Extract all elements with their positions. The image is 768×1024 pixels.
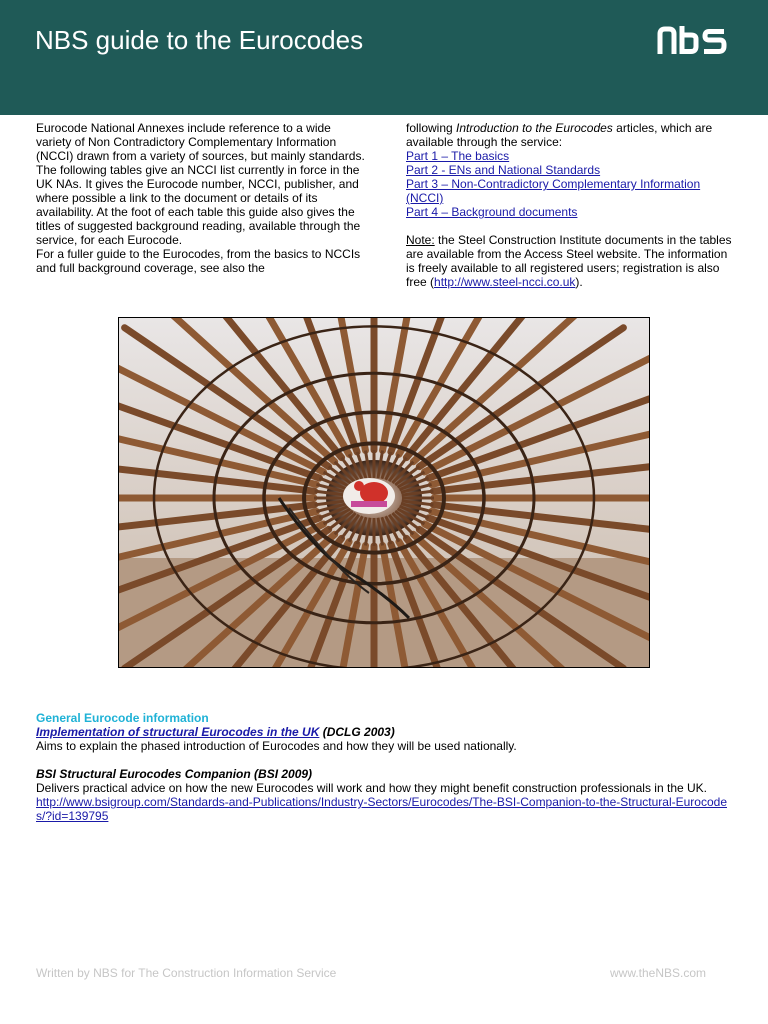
note-paragraph — [406, 233, 736, 289]
bsi-companion-link[interactable]: http://www.bsigroup.com/Standards-and-Publications/Industry-Sectors/Eurocodes/The-BSI-Companion-to-the-Structural-Eurocodes/?id=139795 — [36, 795, 727, 823]
intro-paragraph-3: For a fuller guide to the Eurocodes, from the basics to NCCIs and full background coverage, see also the — [36, 247, 361, 275]
intro-continued — [406, 121, 736, 149]
note-label: Note: — [406, 233, 435, 247]
item2-title: BSI Structural Eurocodes Companion (BSI 2009) — [36, 767, 313, 781]
intro-paragraph-2: The following tables give an NCCI list currently in force in the UK NAs. It gives the Eurocode number, NCCI, publisher, and where possible a link to the document or details of its availability. At the foot of each table this guide also gives the titles of suggested background reading, available through the service, for each Eurocode. — [36, 163, 361, 247]
intro-right-column — [406, 121, 736, 289]
intro-paragraph-1: Eurocode National Annexes include reference to a wide variety of Non Contradictory Complementary Information (NCCI) drawn from a variety of sources, but mainly standards. — [36, 121, 365, 163]
intro-left-column — [36, 121, 366, 275]
photo-ground — [119, 558, 649, 667]
general-info-section — [36, 711, 736, 823]
page-header — [0, 0, 768, 115]
link-part-3[interactable]: Part 3 – Non-Contradictory Complementary Information (NCCI) — [406, 177, 701, 205]
note-text: the Steel Construction Institute documents in the tables are available from the Access Steel website. The information is freely available to all registered users; registration is also free ( — [406, 233, 732, 289]
item1-line — [36, 725, 736, 739]
link-part-1[interactable]: Part 1 – The basics — [406, 149, 510, 163]
steel-ncci-link[interactable]: http://www.steel-ncci.co.uk — [434, 275, 576, 289]
implementation-link[interactable]: Implementation of structural Eurocodes in the UK — [36, 725, 320, 739]
rebar-cage-photo — [118, 317, 650, 668]
general-info-heading: General Eurocode information — [36, 711, 209, 725]
footer-website: www.theNBS.com — [610, 966, 707, 980]
link-part-2[interactable]: Part 2 - ENs and National Standards — [406, 163, 601, 177]
intro-italic-title: Introduction to the Eurocodes — [456, 121, 613, 135]
item1-description: Aims to explain the phased introduction of Eurocodes and how they will be used nationally. — [36, 739, 517, 753]
link-part-4[interactable]: Part 4 – Background documents — [406, 205, 578, 219]
item2-description: Delivers practical advice on how the new Eurocodes will work and how they might benefit construction professionals in the UK. — [36, 781, 708, 795]
note-end: ). — [575, 275, 583, 289]
rebar-cage-illustration — [119, 318, 649, 667]
intro-after: articles, which are available through the service: — [406, 121, 713, 149]
footer-credit: Written by NBS for The Construction Information Service — [36, 966, 337, 980]
page-title: NBS guide to the Eurocodes — [35, 25, 364, 55]
nbs-logo-icon — [656, 26, 728, 54]
nbs-logo — [656, 26, 728, 54]
item1-suffix: (DCLG 2003) — [319, 725, 395, 739]
intro-before: following — [406, 121, 457, 135]
